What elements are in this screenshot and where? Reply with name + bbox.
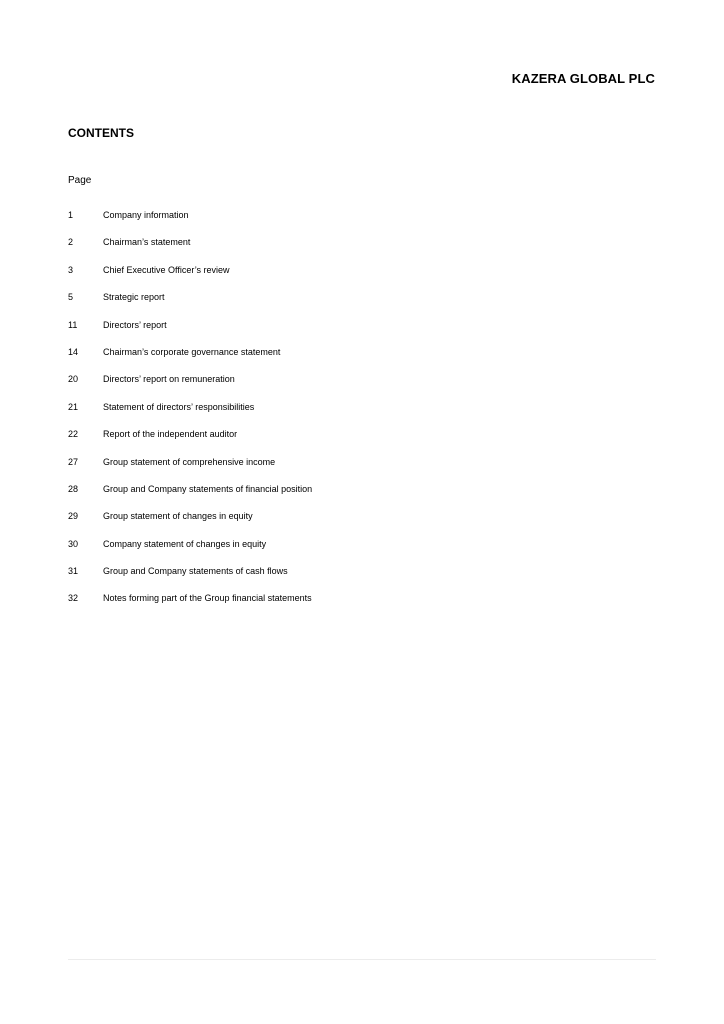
toc-page-number: 21 xyxy=(68,401,79,412)
toc-entry-title: Notes forming part of the Group financial statements xyxy=(103,593,312,604)
toc-page-number: 30 xyxy=(68,538,79,549)
toc-page-number: 29 xyxy=(68,511,79,522)
company-name: KAZERA GLOBAL PLC xyxy=(511,71,655,86)
toc-page-number: 20 xyxy=(68,374,79,385)
toc-page-number: 11 xyxy=(68,319,78,330)
toc-entry-remuneration xyxy=(68,374,312,401)
toc-entry-comprehensive-income xyxy=(68,457,312,484)
toc-entry-title: Chief Executive Officer’s review xyxy=(103,264,230,275)
toc-page-number: 14 xyxy=(68,346,79,357)
toc-entry-title: Group and Company statements of cash flows xyxy=(103,566,288,577)
toc-entry-directors-report xyxy=(68,320,312,347)
toc-page-number: 2 xyxy=(68,237,74,248)
toc-entry-chairmans-statement xyxy=(68,237,312,264)
toc-entry-notes xyxy=(68,593,312,620)
toc-entry-title: Chairman’s statement xyxy=(103,237,191,248)
contents-heading: CONTENTS xyxy=(68,126,134,140)
toc-entry-title: Group statement of comprehensive income xyxy=(103,456,276,467)
toc-entry-title: Group statement of changes in equity xyxy=(103,511,253,522)
toc-page-number: 27 xyxy=(68,456,79,467)
toc-entry-title: Directors’ report on remuneration xyxy=(103,374,235,385)
toc-entry-title: Statement of directors’ responsibilities xyxy=(103,401,255,412)
toc-entry-strategic-report xyxy=(68,292,312,319)
toc-entry-financial-position xyxy=(68,484,312,511)
toc-entry-directors-responsibilities xyxy=(68,402,312,429)
page-column-label: Page xyxy=(68,175,92,186)
toc-page-number: 32 xyxy=(68,593,79,604)
toc-entry-ceo-review xyxy=(68,265,312,292)
table-of-contents xyxy=(68,210,312,621)
toc-entry-auditor-report xyxy=(68,429,312,456)
toc-entry-cash-flows xyxy=(68,566,312,593)
toc-page-number: 3 xyxy=(68,264,74,275)
toc-entry-title: Directors’ report xyxy=(103,319,167,330)
toc-entry-title: Group and Company statements of financial position xyxy=(103,483,313,494)
toc-page-number: 5 xyxy=(68,292,74,303)
toc-entry-title: Chairman’s corporate governance statement xyxy=(103,346,281,357)
toc-entry-title: Company statement of changes in equity xyxy=(103,538,267,549)
toc-page-number: 28 xyxy=(68,483,79,494)
toc-page-number: 1 xyxy=(68,210,74,220)
toc-entry-company-information xyxy=(68,210,312,237)
toc-entry-company-changes-in-equity xyxy=(68,539,312,566)
toc-entry-title: Strategic report xyxy=(103,292,165,303)
toc-entry-title: Company information xyxy=(103,210,189,220)
toc-page-number: 22 xyxy=(68,429,79,440)
footer-divider xyxy=(68,959,656,960)
toc-page-number: 31 xyxy=(68,566,79,577)
toc-entry-corporate-governance xyxy=(68,347,312,374)
toc-entry-group-changes-in-equity xyxy=(68,511,312,538)
toc-entry-title: Report of the independent auditor xyxy=(103,429,238,440)
